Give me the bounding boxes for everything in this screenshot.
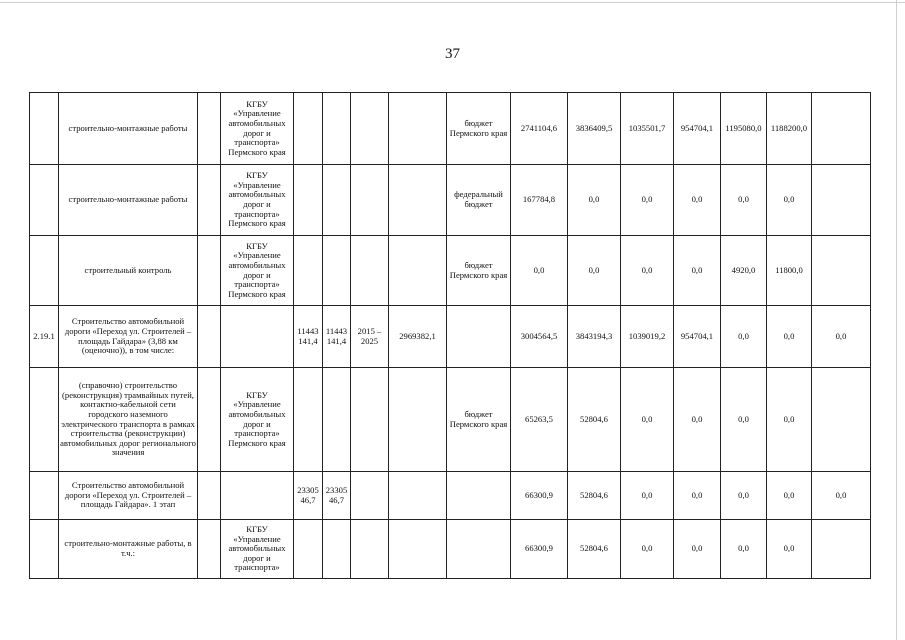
row-total-cost — [389, 472, 447, 520]
row-value-3: 0,0 — [621, 165, 674, 236]
row-period — [351, 165, 389, 236]
row-period — [351, 520, 389, 579]
row-capacity-2 — [323, 93, 351, 165]
row-period — [351, 93, 389, 165]
row-value-4: 0,0 — [674, 236, 721, 306]
row-value-5: 0,0 — [721, 472, 767, 520]
row-value-2: 0,0 — [568, 165, 621, 236]
row-capacity-1: 23305 46,7 — [294, 472, 323, 520]
row-code — [30, 165, 59, 236]
row-value-1: 66300,9 — [511, 520, 568, 579]
row-value-7 — [812, 368, 871, 472]
row-executor — [221, 472, 294, 520]
row-value-6: 0,0 — [767, 472, 812, 520]
row-value-3: 1035501,7 — [621, 93, 674, 165]
row-value-6: 1188200,0 — [767, 93, 812, 165]
row-capacity-1 — [294, 165, 323, 236]
row-capacity-1 — [294, 93, 323, 165]
row-value-7 — [812, 93, 871, 165]
row-empty-cell — [198, 165, 221, 236]
row-value-1: 65263,5 — [511, 368, 568, 472]
row-value-5: 0,0 — [721, 368, 767, 472]
row-value-1: 2741104,6 — [511, 93, 568, 165]
row-value-5: 0,0 — [721, 306, 767, 368]
scan-artifact-top — [0, 2, 905, 3]
row-period — [351, 368, 389, 472]
row-name: строительно-монтажные работы, в т.ч.: — [59, 520, 198, 579]
row-value-2: 3843194,3 — [568, 306, 621, 368]
row-total-cost — [389, 520, 447, 579]
row-empty-cell — [198, 93, 221, 165]
table-row — [30, 306, 871, 368]
row-name: Строительство автомобильной дороги «Переход ул. Строителей – площадь Гайдара» (3,88 км (оценочно)), в том числе: — [59, 306, 198, 368]
row-total-cost — [389, 93, 447, 165]
scan-artifact-right — [896, 0, 897, 640]
row-name: (справочно) строительство (реконструкция) трамвайных путей, контактно-кабельной сети городского наземного электрического транспорта в рамках строительства (реконструкции) автомобильных дорог регионального значения — [59, 368, 198, 472]
row-funding-source — [447, 520, 511, 579]
row-executor — [221, 306, 294, 368]
table-row — [30, 236, 871, 306]
row-value-6: 0,0 — [767, 368, 812, 472]
row-value-3: 0,0 — [621, 236, 674, 306]
row-value-3: 1039019,2 — [621, 306, 674, 368]
row-executor: КГБУ «Управление автомобильных дорог и транспорта» Пермского края — [221, 368, 294, 472]
row-capacity-2: 11443 141,4 — [323, 306, 351, 368]
row-period — [351, 236, 389, 306]
row-value-3: 0,0 — [621, 472, 674, 520]
row-total-cost — [389, 368, 447, 472]
row-name: строительно-монтажные работы — [59, 93, 198, 165]
row-total-cost — [389, 165, 447, 236]
table-row — [30, 368, 871, 472]
row-capacity-2: 23305 46,7 — [323, 472, 351, 520]
row-value-2: 52804,6 — [568, 368, 621, 472]
row-capacity-1 — [294, 368, 323, 472]
row-value-7 — [812, 165, 871, 236]
row-value-1: 167784,8 — [511, 165, 568, 236]
row-empty-cell — [198, 368, 221, 472]
row-capacity-2 — [323, 368, 351, 472]
row-value-4: 0,0 — [674, 520, 721, 579]
row-value-4: 954704,1 — [674, 306, 721, 368]
row-funding-source: бюджет Пермского края — [447, 236, 511, 306]
row-value-5: 0,0 — [721, 520, 767, 579]
page-number: 37 — [445, 46, 460, 62]
row-value-5: 1195080,0 — [721, 93, 767, 165]
row-code: 2.19.1 — [30, 306, 59, 368]
row-value-3: 0,0 — [621, 520, 674, 579]
row-value-5: 4920,0 — [721, 236, 767, 306]
row-value-2: 0,0 — [568, 236, 621, 306]
row-value-5: 0,0 — [721, 165, 767, 236]
row-funding-source — [447, 306, 511, 368]
table-row — [30, 165, 871, 236]
row-total-cost: 2969382,1 — [389, 306, 447, 368]
table-row — [30, 472, 871, 520]
row-value-1: 0,0 — [511, 236, 568, 306]
row-code — [30, 368, 59, 472]
row-code — [30, 93, 59, 165]
row-period — [351, 472, 389, 520]
row-value-7 — [812, 520, 871, 579]
row-empty-cell — [198, 236, 221, 306]
row-capacity-1 — [294, 520, 323, 579]
row-empty-cell — [198, 472, 221, 520]
row-name: строительно-монтажные работы — [59, 165, 198, 236]
row-executor: КГБУ «Управление автомобильных дорог и транспорта» — [221, 520, 294, 579]
row-value-3: 0,0 — [621, 368, 674, 472]
row-period: 2015 – 2025 — [351, 306, 389, 368]
row-funding-source: бюджет Пермского края — [447, 93, 511, 165]
row-value-6: 0,0 — [767, 306, 812, 368]
row-code — [30, 520, 59, 579]
row-value-6: 0,0 — [767, 165, 812, 236]
budget-table — [29, 92, 871, 579]
row-funding-source — [447, 472, 511, 520]
row-value-7: 0,0 — [812, 306, 871, 368]
row-executor: КГБУ «Управление автомобильных дорог и транспорта» Пермского края — [221, 93, 294, 165]
row-code — [30, 236, 59, 306]
row-executor: КГБУ «Управление автомобильных дорог и транспорта» Пермского края — [221, 236, 294, 306]
table-row — [30, 520, 871, 579]
row-capacity-2 — [323, 520, 351, 579]
row-value-7: 0,0 — [812, 472, 871, 520]
row-capacity-1 — [294, 236, 323, 306]
row-value-2: 52804,6 — [568, 520, 621, 579]
row-value-7 — [812, 236, 871, 306]
row-value-4: 954704,1 — [674, 93, 721, 165]
row-name: строительный контроль — [59, 236, 198, 306]
table-body — [30, 93, 871, 579]
row-code — [30, 472, 59, 520]
row-capacity-2 — [323, 165, 351, 236]
row-value-4: 0,0 — [674, 472, 721, 520]
row-capacity-1: 11443 141,4 — [294, 306, 323, 368]
row-value-1: 3004564,5 — [511, 306, 568, 368]
row-executor: КГБУ «Управление автомобильных дорог и транспорта» Пермского края — [221, 165, 294, 236]
table-row — [30, 93, 871, 165]
row-total-cost — [389, 236, 447, 306]
row-value-6: 11800,0 — [767, 236, 812, 306]
row-funding-source: федеральный бюджет — [447, 165, 511, 236]
row-name: Строительство автомобильной дороги «Переход ул. Строителей – площадь Гайдара». 1 этап — [59, 472, 198, 520]
row-value-6: 0,0 — [767, 520, 812, 579]
row-value-1: 66300,9 — [511, 472, 568, 520]
row-value-2: 3836409,5 — [568, 93, 621, 165]
row-value-2: 52804,6 — [568, 472, 621, 520]
row-capacity-2 — [323, 236, 351, 306]
row-empty-cell — [198, 520, 221, 579]
row-value-4: 0,0 — [674, 368, 721, 472]
row-empty-cell — [198, 306, 221, 368]
row-value-4: 0,0 — [674, 165, 721, 236]
row-funding-source: бюджет Пермского края — [447, 368, 511, 472]
